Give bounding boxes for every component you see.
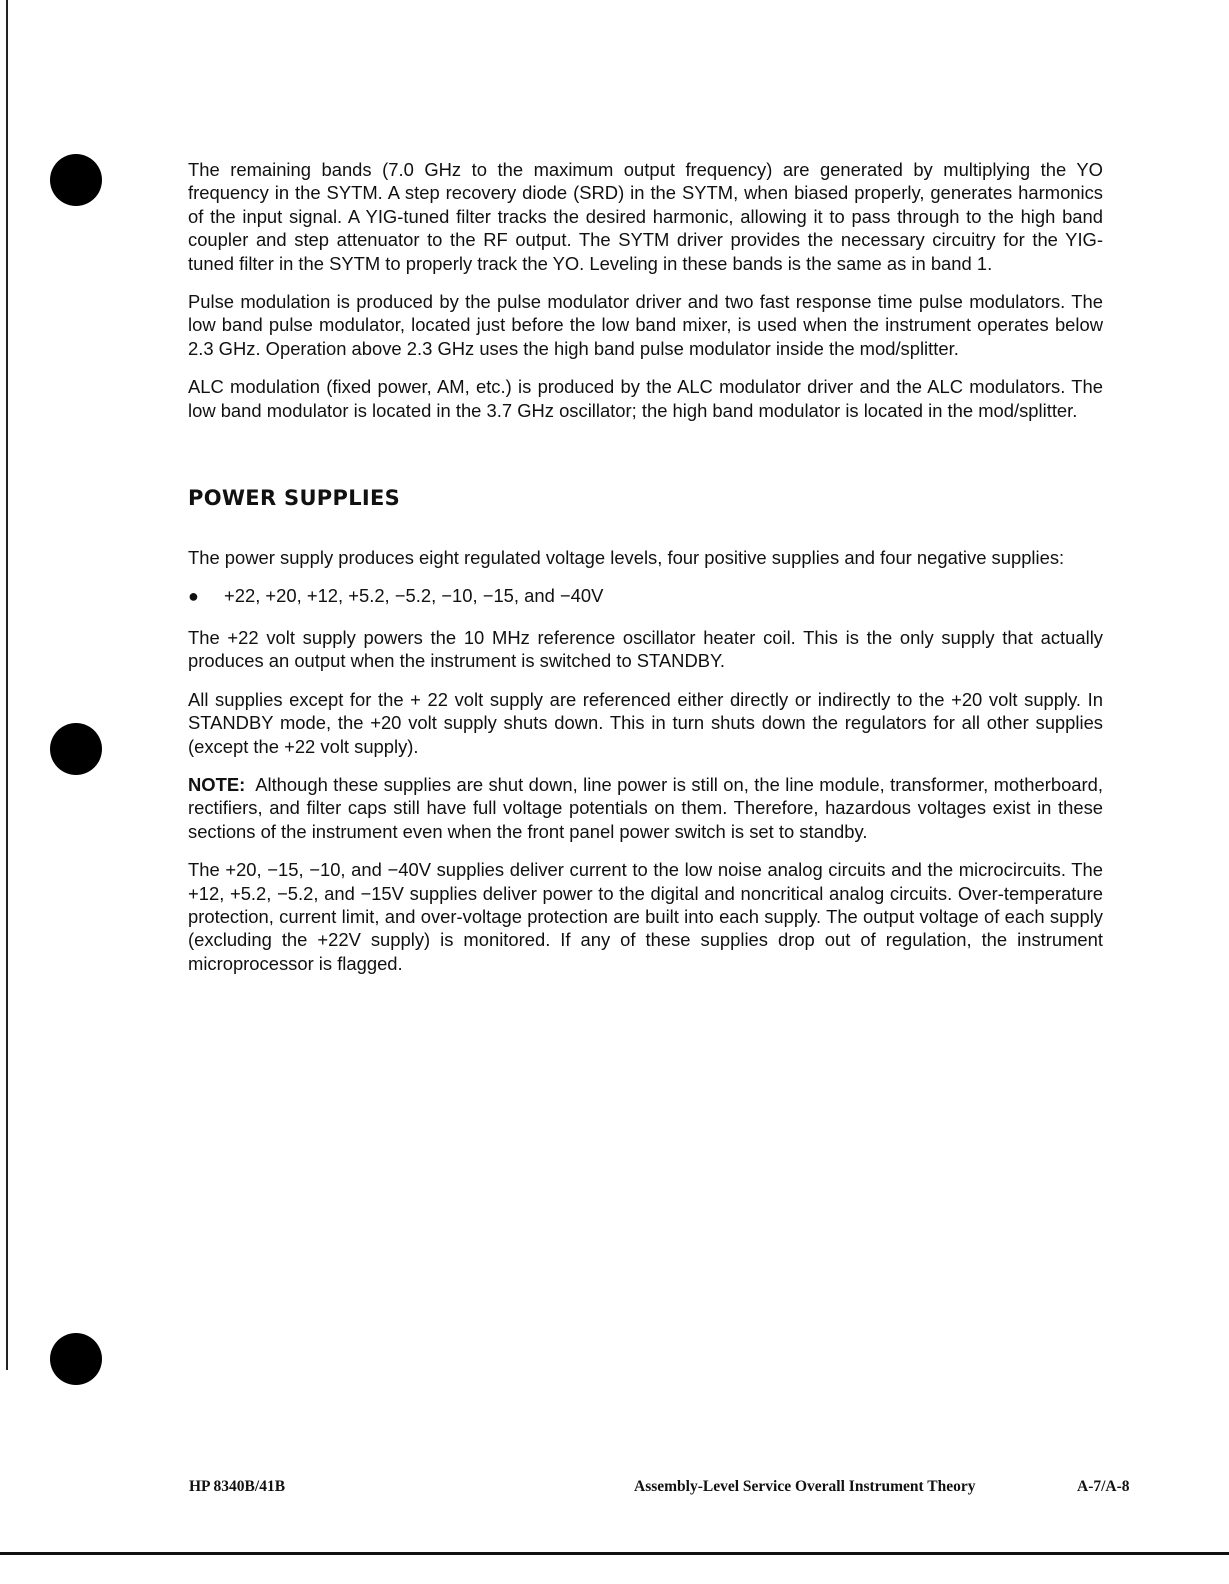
paragraph-remaining-bands: The remaining bands (7.0 GHz to the maximum output frequency) are generated by multiplying the YO frequency in the SYTM. A step recovery diode (SRD) in the SYTM, when biased properly, generates harmonics of the input signal. A YIG-tuned filter tracks the desired harmonic, allowing it to pass through to the high band coupler and step attenuator to the RF output. The SYTM driver provides the necessary circuitry for the YIG-tuned filter in the SYTM to properly track the YO. Leveling in these bands is the same as in band 1. — [188, 159, 1103, 274]
punch-hole-bottom — [50, 1333, 102, 1385]
voltage-list-text: +22, +20, +12, +5.2, −5.2, −10, −15, and −40V — [224, 585, 604, 607]
paragraph-supply-usage: The +20, −15, −10, and −40V supplies deliver current to the low noise analog circuits and the microcircuits. The +12, +5.2, −5.2, and −15V supplies deliver power to the digital and noncritical analog circuits. Over-temperature protection, current limit, and over-voltage protection are built into each supply. The output voltage of each supply (excluding the +22V supply) is monitored. If any of these supplies drop out of regulation, the instrument microprocessor is flagged. — [188, 859, 1103, 974]
section-heading-power-supplies: POWER SUPPLIES — [188, 486, 401, 511]
footer-page-number: A-7/A-8 — [1077, 1478, 1130, 1495]
footer-model: HP 8340B/41B — [189, 1478, 286, 1495]
punch-hole-middle — [50, 723, 102, 775]
punch-hole-top — [50, 154, 102, 206]
paragraph-supply-references: All supplies except for the + 22 volt supply are referenced either directly or indirectly to the +20 volt supply. In STANDBY mode, the +20 volt supply shuts down. This in turn shuts down the regulators for all other supplies (except the +22 volt supply). — [188, 688, 1103, 757]
paragraph-22v-supply: The +22 volt supply powers the 10 MHz reference oscillator heater coil. This is the only supply that actually produces an output when the instrument is switched to STANDBY. — [188, 626, 1103, 672]
left-margin-rule — [6, 0, 8, 1370]
page-content — [188, 158, 1103, 990]
bottom-rule — [0, 1552, 1229, 1555]
voltage-list-item — [188, 584, 1103, 608]
paragraph-power-supply-intro: The power supply produces eight regulated voltage levels, four positive supplies and four negative supplies: — [188, 547, 1065, 569]
bullet-icon: ● — [188, 586, 199, 607]
note-text: Although these supplies are shut down, line power is still on, the line module, transformer, motherboard, rectifiers, and filter caps still have full voltage potentials on them. Therefore, hazardous voltages exist in these sections of the instrument even when the front panel power switch is set to standby. — [188, 773, 1103, 842]
note-label: NOTE: — [188, 773, 246, 795]
footer-section-title: Assembly-Level Service Overall Instrument Theory — [634, 1478, 976, 1495]
note-paragraph — [188, 773, 1103, 843]
paragraph-pulse-modulation: Pulse modulation is produced by the pulse modulator driver and two fast response time pulse modulators. The low band pulse modulator, located just before the low band mixer, is used when the instrument operates below 2.3 GHz. Operation above 2.3 GHz uses the high band pulse modulator inside the mod/splitter. — [188, 291, 1103, 359]
paragraph-alc-modulation: ALC modulation (fixed power, AM, etc.) is produced by the ALC modulator driver and the ALC modulators. The low band modulator is located in the 3.7 GHz oscillator; the high band modulator is located in the mod/splitter. — [188, 376, 1103, 421]
